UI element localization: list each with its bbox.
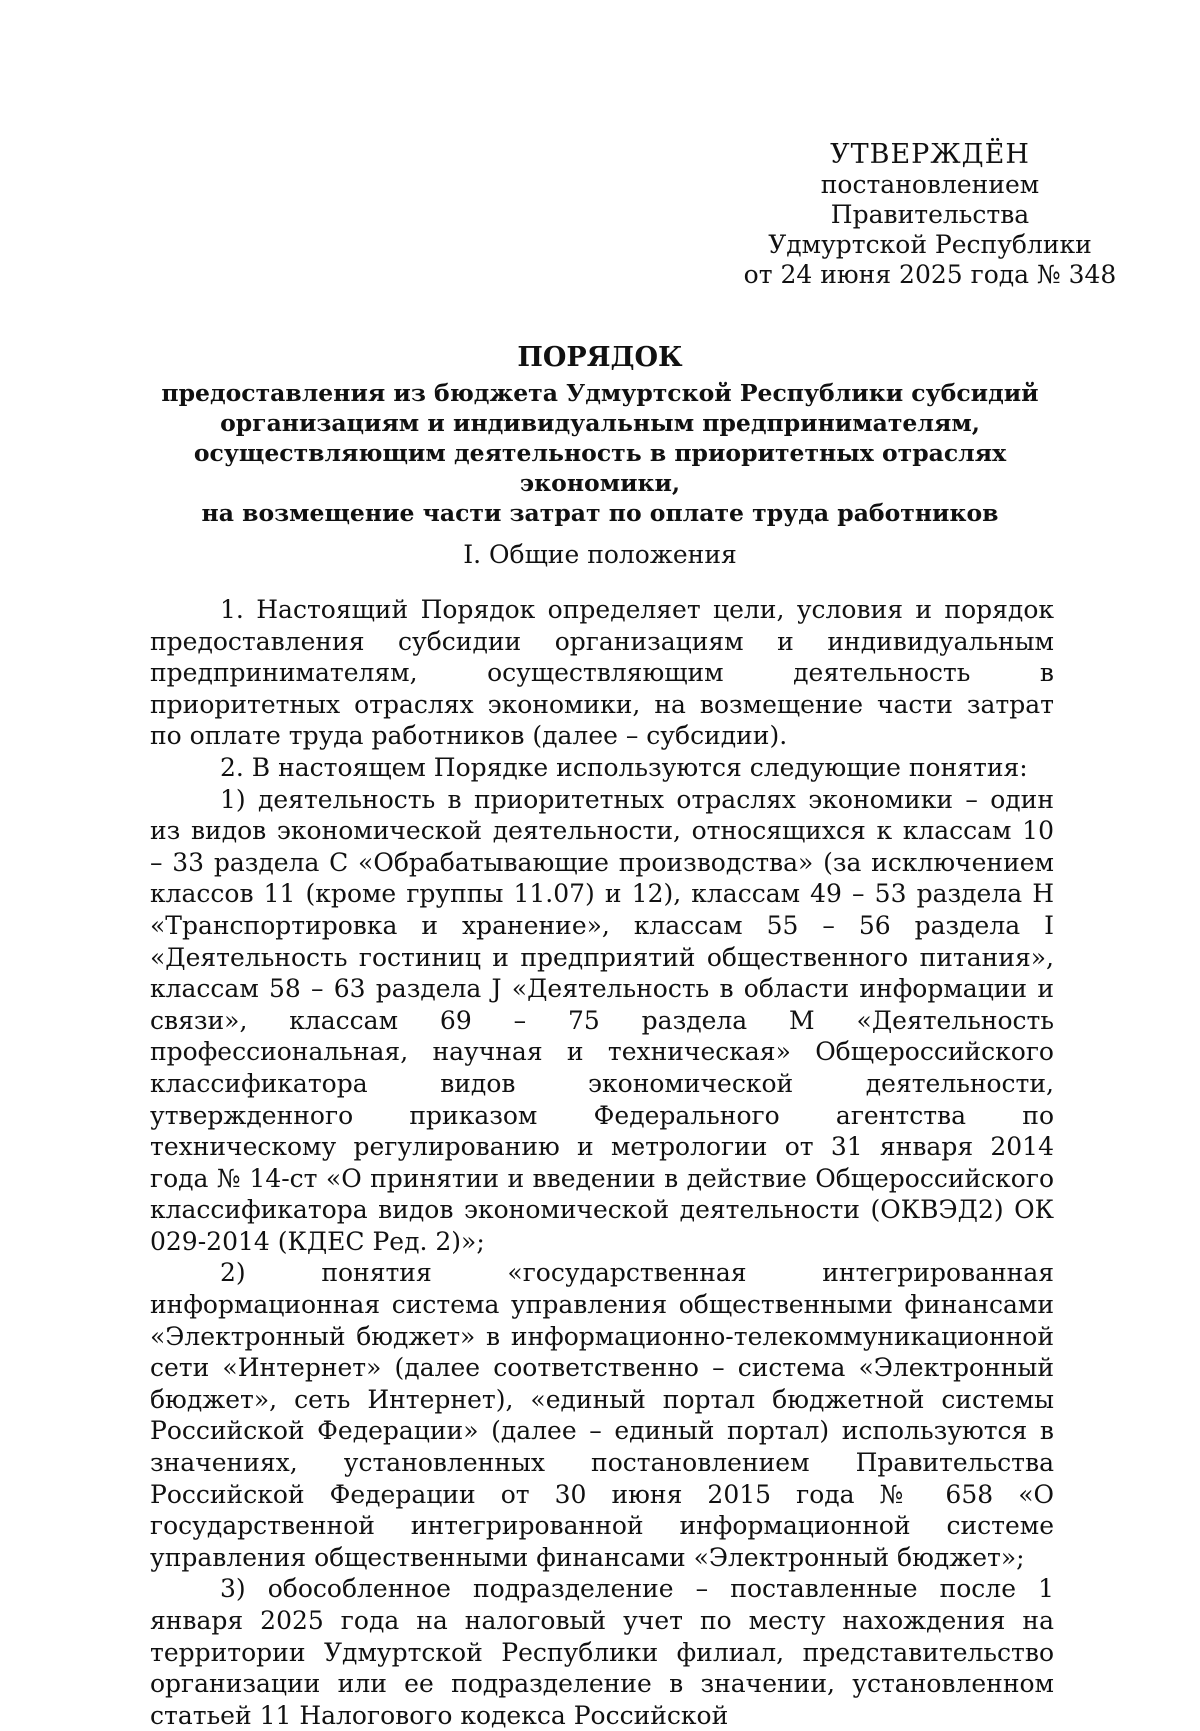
document-subtitle-line-4: на возмещение части затрат по оплате труда работников xyxy=(201,499,999,527)
approval-line-3: от 24 июня 2025 года № 348 xyxy=(743,260,1117,289)
paragraph-2: 2. В настоящем Порядке используются следующие понятия: xyxy=(220,752,1028,782)
approval-line-2: Удмуртской Республики xyxy=(768,230,1092,259)
section-title: I. Общие положения xyxy=(463,540,737,569)
approval-title: УТВЕРЖДЁН xyxy=(830,139,1030,170)
paragraph-1: 1. Настоящий Порядок определяет цели, условия и порядок предоставления субсидии организациям и индивидуальным предпринимателям, осуществляющим деятельность в приоритетных отраслях экономики, на возмещение части затрат по оплате труда работников (далее – субсидии). xyxy=(150,595,1054,751)
document-heading xyxy=(150,338,1050,528)
paragraph-3: 1) деятельность в приоритетных отраслях экономики – один из видов экономической деятельности, относящихся к классам 10 – 33 раздела С «Обрабатывающие производства» (за исключением классов 11 (кроме группы 11.07) и 12), классам 49 – 53 раздела Н «Транспортировка и хранение», классам 55 – 56 раздела I «Деятельность гостиниц и предприятий общественного питания», классам 58 – 63 раздела J «Деятельность в области информации и связи», классам 69 – 75 раздела М «Деятельность профессиональная, научная и техническая» Общероссийского классификатора видов экономической деятельности, утвержденного приказом Федерального агентства по техническому регулированию и метрологии от 31 января 2014 года № 14-ст «О принятии и введении в действие Общероссийского классификатора видов экономической деятельности (ОКВЭД2) ОК 029-2014 (КДЕС Ред. 2)»; xyxy=(150,784,1054,1256)
approval-stamp xyxy=(730,140,1130,290)
approval-line-1: постановлением Правительства xyxy=(820,170,1040,229)
document-subtitle-line-3: осуществляющим деятельность в приоритетных отраслях экономики, xyxy=(193,439,1007,497)
document-subtitle-line-1: предоставления из бюджета Удмуртской Республики субсидий xyxy=(161,379,1039,407)
document-body xyxy=(150,594,1054,1731)
document-subtitle-line-2: организациям и индивидуальным предпринимателям, xyxy=(220,409,980,437)
document-title: ПОРЯДОК xyxy=(517,342,683,373)
paragraph-4: 2) понятия «государственная интегрированная информационная система управления общественными финансами «Электронный бюджет» в информационно-телекоммуникационной сети «Интернет» (далее соответственно – система «Электронный бюджет», сеть Интернет), «единый портал бюджетной системы Российской Федерации» (далее – единый портал) используются в значениях, установленных постановлением Правительства Российской Федерации от 30 июня 2015 года № 658 «О государственной интегрированной информационной системе управления общественными финансами «Электронный бюджет»; xyxy=(150,1258,1054,1572)
paragraph-5: 3) обособленное подразделение – поставленные после 1 января 2025 года на налоговый учет по месту нахождения на территории Удмуртской Республики филиал, представительство организации или ее подразделение в значении, установленном статьей 11 Налогового кодекса Российской xyxy=(150,1574,1054,1730)
